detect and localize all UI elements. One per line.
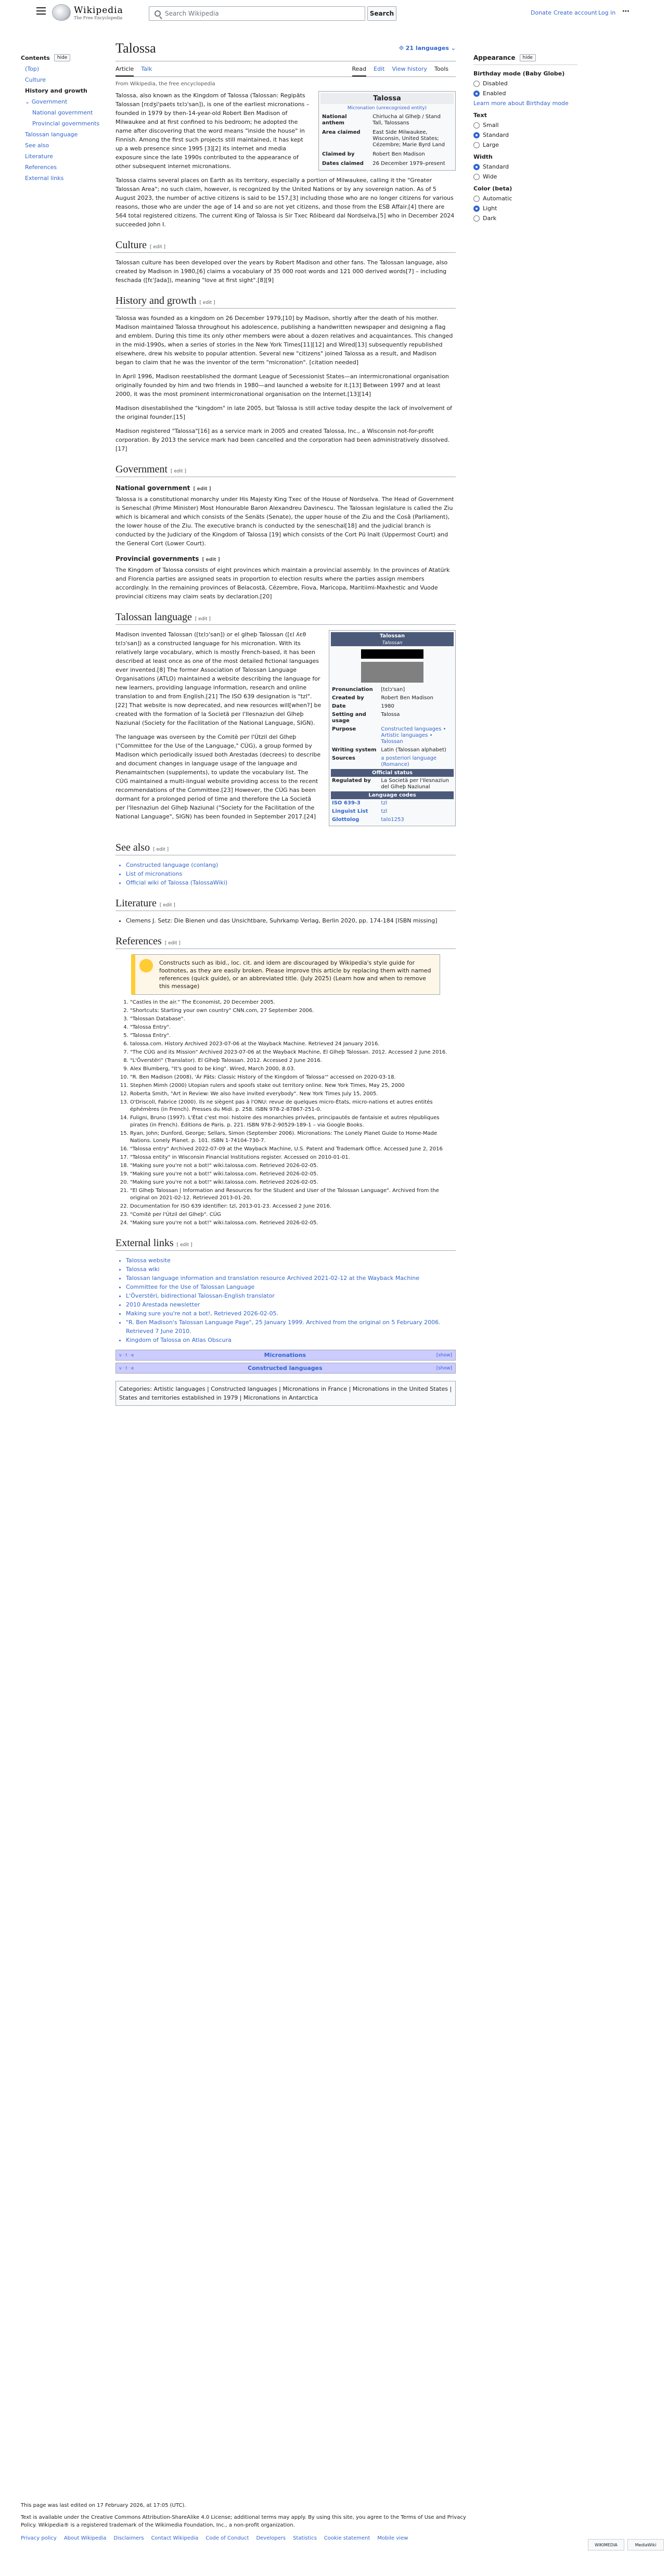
references-list (130, 999, 456, 1227)
tab-article[interactable]: Article (115, 66, 134, 76)
article-main (115, 25, 456, 1406)
search-button[interactable]: Search (367, 6, 396, 21)
appearance-option[interactable] (473, 90, 577, 97)
talossan-emblem-image[interactable] (361, 662, 423, 683)
navbox-show-button[interactable]: [show] (436, 1365, 452, 1371)
infobox-value: La Societä per l'Ilesnaziun del Glheþ Naziunal (381, 778, 449, 790)
log-in-link[interactable]: Log in (598, 9, 616, 16)
wikipedia-wordmark[interactable]: Wikipedia (74, 5, 123, 16)
edit-section-link[interactable]: [ edit ] (176, 1242, 192, 1248)
reference-item[interactable]: 19. "Making sure you're not a bot!" wiki.talossa.com. Retrieved 2026-02-05. (130, 1171, 456, 1178)
create-account-link[interactable]: Create account (554, 9, 597, 16)
toc-item-top[interactable]: (Top) (25, 66, 40, 72)
reference-item[interactable]: 11. Stephen Mimh (2000) Utopian rulers and spoofs stake out territory online. New York Times, May 25, 2000 (130, 1082, 456, 1090)
appearance-group-title: Text (473, 112, 487, 119)
footer-link[interactable]: Cookie statement (324, 2535, 370, 2541)
external-link[interactable]: • 2010 Arestada newsletter (126, 1300, 456, 1309)
toc-item-culture[interactable]: Culture (25, 76, 46, 83)
language-paragraph: Madison invented Talossan ([tɛlɔ'san]) or el glheþ Talossan ([ɛl ʎɛθ tɛlɔ'san]) as a constructed language for his micronation. With its relatively large vocabulary, which is mostly French-based, it has been described at least once as one of the most detailed fictional languages ever invented.[8] The former Association of Talossan Language Organisations (ATLO) maintained a website describing the language for new learners, providing language information, research and online translation to and from English.[21] The ISO 639 designation is "tzl".[22] That website is now deprecated, and new resources will[when?] be created with the formation of la Societä per l'Ilesnaziun del Glheþ Naziunal (Society for the Facilitation of the National Language, SIGN). (115, 631, 322, 726)
infobox-key: Area claimed (322, 130, 361, 135)
section-heading-history: History and growth [ edit ] (115, 295, 456, 309)
see-also-link[interactable]: • List of micronations (126, 869, 456, 878)
radio-button-icon[interactable] (473, 81, 480, 87)
history-paragraph: In April 1996, Madison reestablished the dormant League of Secessionist States—an intermicronational organisation originally founded by him and two friends in 1980—and launched a website for it.[13] Between 1997 and at least 2000, it was the most prominent intermicronational organisation on the Internet.[13][14] (115, 373, 449, 398)
reference-item[interactable]: 21. "El Glheþ Talossan | Information and Resources for the Student and User of the Talossan Language". Archived from the original on 2021-02-12. Retrieved 2013-01-20. (130, 1187, 456, 1202)
main-menu-icon[interactable] (36, 7, 46, 15)
infobox-value: [tɛlɔ'san] (381, 687, 405, 693)
history-paragraph: Talossa was founded as a kingdom on 26 December 1979,[10] by Madison, shortly after the death of his mother. Madison maintained Talossa throughout his adolescence, publishing a handwritten newspaper and designing a flag and emblem. During this time its only other members were about a dozen relatives and acquaintances. This changed in the mid-1990s, when a series of stories in the New York Times[11][12] and Wired[13] subsequently republished elsewhere, drew his website to popular attention. Several new "citizens" joined Talossa as a result, and Madison began to claim that he was the inventor of the term "micronation". [citation needed] (115, 315, 453, 366)
broom-icon (139, 959, 153, 972)
history-paragraph: Madison registered "Talossa"[16] as a service mark in 2005 and created Talossa, Inc., a Wisconsin not-for-profit corporation. By 2013 the service mark had been cancelled and the corporation had been administratively dissolved.[17] (115, 428, 450, 452)
infobox-key: Setting and usage (332, 712, 366, 724)
appearance-option[interactable] (473, 173, 577, 180)
external-link[interactable]: • "R. Ben Madison's Talossan Language Page", 25 January 1999. Archived from the original on 5 February 2006. Retrieved 7 June 2010. (126, 1318, 456, 1336)
toc-item-government[interactable]: ⌄ Government (25, 98, 68, 105)
infobox-value: 1980 (381, 703, 394, 709)
section-heading-government: Government [ edit ] (115, 464, 456, 477)
edit-section-link[interactable]: [ edit ] (170, 469, 187, 474)
navbox-micronations (115, 1350, 456, 1361)
reference-item[interactable]: 3. "Talossan Database". (130, 1016, 456, 1023)
edit-section-link[interactable]: [ edit ] (202, 557, 220, 562)
external-link[interactable]: • Kingdom of Talossa on Atlas Obscura (126, 1336, 456, 1344)
micronation-infobox (318, 91, 456, 171)
external-link[interactable]: • L'Överstëri, bidirectional Talossan-English translator (126, 1291, 456, 1300)
toc-item-external-links[interactable]: External links (25, 175, 64, 182)
reference-item[interactable]: 7. "The CÚG and its Mission" Archived 2023-07-06 at the Wayback Machine, El Glheþ Talossan. 2012. Accessed 2 June 2016. (130, 1049, 456, 1056)
appearance-option[interactable] (473, 132, 577, 138)
official-status-header: Official status (331, 769, 454, 777)
language-codes-header: Language codes (331, 791, 454, 799)
natgov-paragraph: Talossa is a constitutional monarchy under His Majesty King Txec of the House of Nordselva. The Head of Government is Seneschal (Prime Minister) Most Honourable Baron Alexandreu Davinescu. The Talossan legislature is called the Ziu which is bicameral and which consists of the Senäts (Senate), the upper house of the Ziu and the Cosâ (Parliament), the lower house of the Ziu. The executive branch is conducted by the seneschal[18] and the judicial branch is conducted by the Judiciary of the Kingdom of Talossa [19] which consists of the Cort Pü Inalt (Uppermost Court) and the General Cort (Lower Court). (115, 496, 454, 547)
section-heading-see-also: See also [ edit ] (115, 842, 456, 855)
footer-link[interactable]: Code of Conduct (205, 2535, 249, 2541)
external-link[interactable]: • Talossa wiki (126, 1265, 456, 1274)
learn-more-link[interactable]: Learn more about Birthday mode (473, 100, 569, 107)
option-label: Standard (483, 163, 509, 170)
style-notice (131, 954, 440, 995)
tab-view-history[interactable]: View history (392, 66, 427, 72)
navbox-title[interactable]: Constructed languages (248, 1365, 323, 1372)
infobox-value: 26 December 1979–present (372, 161, 445, 166)
subsection-heading-provincial: Provincial governments [ edit ] (115, 555, 220, 562)
infobox-key: Regulated by (332, 778, 371, 784)
infobox-value: East Side Milwaukee, Wisconsin, United States; Cézembre; Marie Byrd Land (372, 130, 445, 148)
history-paragraph: Madison disestablished the "kingdom" in late 2005, but Talossa is still active today despite the lack of involvement of the original founder.[15] (115, 405, 452, 420)
wikipedia-tagline: The Free Encyclopedia (74, 16, 123, 20)
infobox-key: Claimed by (322, 151, 355, 157)
external-link[interactable]: • Talossa website (126, 1256, 456, 1265)
culture-paragraph: Talossan culture has been developed over the years by Robert Madison and other fans. The Talossan language, also created by Madison in 1980,[6] claims a vocabulary of 35 000 root words and 121 000 derived words[7] – including feschada ([fɛ'ʃada]), meaning "love at first sight".[8][9] (115, 259, 448, 284)
option-label: Enabled (483, 90, 506, 97)
language-infobox (329, 630, 456, 826)
radio-button-icon[interactable] (473, 132, 480, 138)
edit-section-link[interactable]: [ edit ] (159, 903, 175, 908)
radio-button-icon[interactable] (473, 215, 480, 222)
external-links-list (126, 1256, 456, 1344)
infobox-value[interactable]: talo1253 (381, 817, 404, 823)
appearance-option[interactable] (473, 80, 577, 87)
appearance-group-title: Width (473, 153, 493, 160)
reference-item[interactable]: 5. "Talossa Entry". (130, 1032, 456, 1040)
external-link[interactable]: • Making sure you're not a bot!, Retrieved 2026-02-05. (126, 1309, 456, 1318)
appearance-option[interactable] (473, 195, 577, 202)
infobox-value[interactable]: Constructed languages • Artistic languages • Talossan (381, 726, 446, 745)
infobox-key[interactable]: ISO 639-3 (332, 800, 361, 806)
intro-paragraph: Talossa claims several places on Earth as its territory, especially a portion of Milwaukee, calling it the "Greater Talossan Area"; no such claim, however, is recognized by the United Nations or by any sovereign nation. As of 5 August 2023, the number of active citizens is said to be 157,[3] including those who are no longer citizens for various reasons, those who are under the age of 14 and so are not yet citizens, and those from the ESB Affair.[4] there are 564 total registered citizens. The current King of Talossa is Sir Txec Röibeard dal Nordselva,[5] who in December 2024 succeeded John I. (115, 177, 455, 228)
infobox-key: Sources (332, 755, 355, 761)
search-placeholder: Search Wikipedia (165, 10, 219, 17)
search-input[interactable] (149, 6, 365, 21)
from-wikipedia: From Wikipedia, the free encyclopedia (115, 81, 215, 87)
footer-links (21, 2534, 479, 2542)
radio-button-icon[interactable] (473, 206, 480, 212)
reference-item[interactable]: 4. "Talossa Entry". (130, 1024, 456, 1031)
table-of-contents (21, 54, 114, 186)
navbox-title[interactable]: Micronations (264, 1352, 306, 1359)
edit-section-link[interactable]: [ edit ] (164, 941, 181, 946)
license-text: Text is available under the Creative Commons Attribution-ShareAlike 4.0 License; additional terms may apply. By using this site, you agree to the Terms of Use and Privacy Policy. Wikipedia® is a registered trademark of the Wikimedia Foundation, Inc., a non-profit organization. (21, 2515, 466, 2528)
subsection-heading-national: National government [ edit ] (115, 484, 211, 492)
toc-item-language[interactable]: Talossan language (25, 131, 78, 138)
reference-item[interactable]: 20. "Making sure you're not a bot!" wiki.talossa.com. Retrieved 2026-02-05. (130, 1179, 456, 1186)
external-link[interactable]: • Talossan language information and translation resource Archived 2021-02-12 at the Wayback Machine (126, 1274, 456, 1283)
infobox-caption[interactable]: Micronation (unrecognized entity) (347, 106, 427, 111)
edit-section-link[interactable]: [ edit ] (199, 300, 215, 305)
section-heading-external-links: External links [ edit ] (115, 1237, 456, 1251)
infobox-key[interactable]: Glottolog (332, 817, 359, 823)
infobox-value: Robert Ben Madison (381, 695, 433, 701)
external-link[interactable]: • Committee for the Use of Talossan Language (126, 1283, 456, 1291)
infobox-key: Date (332, 703, 346, 709)
appearance-option[interactable] (473, 205, 577, 212)
literature-item: • Clemens J. Setz: Die Bienen und das Unsichtbare, Suhrkamp Verlag, Berlin 2020, pp. 174-184 [ISBN missing] (126, 916, 456, 925)
languages-button[interactable]: ⟐ 21 languages ⌄ (399, 45, 456, 52)
appearance-option[interactable] (473, 215, 577, 222)
last-edited: This page was last edited on 17 February 2026, at 17:05 (UTC). (21, 2503, 186, 2508)
reference-item[interactable]: 16. "Talossa entry" Archived 2022-07-09 at the Wayback Machine, U.S. Patent and Trademark Office. Accessed June 2, 2016 (130, 1146, 456, 1153)
infobox-key: National anthem (322, 114, 347, 126)
toc-item-references[interactable]: References (25, 164, 57, 171)
radio-button-icon[interactable] (473, 164, 480, 170)
footer-link[interactable]: Mobile view (377, 2535, 408, 2541)
edit-section-link[interactable]: [ edit ] (150, 245, 166, 250)
wikipedia-globe-logo[interactable] (52, 4, 71, 21)
language-infobox-subtitle: Talossan (331, 640, 454, 646)
reference-item[interactable]: 9. Alex Blumberg, "It's good to be king". Wired, March 2000, 8.03. (130, 1066, 456, 1073)
toc-item-national-government[interactable]: National government (32, 109, 93, 116)
radio-button-icon[interactable] (473, 142, 480, 148)
appearance-option[interactable] (473, 122, 577, 129)
option-label: Disabled (483, 80, 508, 87)
reference-item[interactable]: 10. "R. Ben Madison (2008), 'Ár Päts: Classic History of the Kingdom of Talossa'" accessed on 2020-03-18. (130, 1074, 456, 1081)
toc-item-literature[interactable]: Literature (25, 153, 53, 160)
option-label: Light (483, 205, 497, 212)
option-label: Automatic (483, 195, 512, 202)
categories-box[interactable]: Categories: Artistic languages | Constructed languages | Micronations in France | Micronations in the United States | States and territories established in 1979 | Micronations in Antarctica (115, 1381, 456, 1406)
reference-item[interactable]: 12. Roberta Smith, "Art in Review: We also have invited everybody". New York Times July 15, 2005. (130, 1091, 456, 1098)
infobox-value[interactable]: a posteriori language (Romance) (381, 755, 437, 767)
reference-item[interactable]: 17. "Talossa entity" in Wisconsin Financial Institutions register. Accessed on 2010-01-01. (130, 1154, 456, 1161)
toc-item-see-also[interactable]: See also (25, 142, 49, 149)
navbox-conlangs (115, 1363, 456, 1374)
footer-link[interactable]: Developers (256, 2535, 286, 2541)
option-label: Wide (483, 173, 497, 180)
infobox-value: Robert Ben Madison (372, 151, 425, 157)
navbox-show-button[interactable]: [show] (436, 1352, 452, 1358)
section-heading-references: References [ edit ] (115, 935, 456, 949)
reference-item[interactable]: 23. "Comitè per l'Útzil del Glheþ". CÚG (130, 1211, 456, 1219)
infobox-value: Talossa (381, 712, 400, 717)
edit-section-link[interactable]: [ edit ] (195, 617, 211, 622)
infobox-key: Created by (332, 695, 364, 701)
donate-link[interactable]: Donate (531, 9, 551, 16)
toc-hide-button[interactable]: hide (54, 54, 70, 61)
mediawiki-logo[interactable]: MediaWiki (627, 2539, 664, 2551)
appearance-group-title: Birthday mode (Baby Globe) (473, 70, 565, 77)
talossan-flag-image[interactable] (361, 649, 423, 659)
footer-link[interactable]: Statistics (293, 2535, 317, 2541)
edit-section-link[interactable]: [ edit ] (193, 486, 211, 492)
reference-item[interactable]: 15. Ryan, John; Dunford, George; Sellars, Simon (September 2006). Micronations: The Lonely Planet Guide to Home-Made Nations. Lonely Planet. p. 101. ISBN 1-74104-730-7. (130, 1130, 456, 1145)
reference-item[interactable]: 18. "Making sure you're not a bot!" wiki.talossa.com. Retrieved 2026-02-05. (130, 1162, 456, 1170)
radio-button-icon[interactable] (473, 91, 480, 97)
navbox-vte[interactable]: v · t · e (119, 1353, 134, 1357)
infobox-value[interactable]: tzl (381, 809, 388, 814)
reference-item[interactable]: 24. "Making sure you're not a bot!" wiki.talossa.com. Retrieved 2026-02-05. (130, 1220, 456, 1227)
reference-item[interactable]: 8. "L'Överstëri" (Translator). El Glheþ Talossan. 2012. Accessed 2 June 2016. (130, 1057, 456, 1065)
site-header (0, 0, 668, 25)
option-label: Dark (483, 215, 497, 222)
tab-talk[interactable]: Talk (141, 66, 152, 72)
page-tabs (115, 61, 456, 77)
reference-item[interactable]: 2. "Shortcuts: Starting your own country" CNN.com, 27 September 2006. (130, 1007, 456, 1015)
toc-item-history[interactable]: History and growth (25, 87, 87, 94)
footer-link[interactable]: About Wikipedia (63, 2535, 107, 2541)
infobox-key: Purpose (332, 726, 356, 732)
chevron-down-icon[interactable]: ⌄ (25, 98, 32, 105)
footer-link[interactable]: Contact Wikipedia (151, 2535, 199, 2541)
reference-item[interactable]: 1. "Castles in the air." The Economist, 20 December 2005. (130, 999, 456, 1006)
notice-text: Constructs such as ibid., loc. cit. and idem are discouraged by Wikipedia's style guide for footnotes, as they are easily broken. Please improve this article by replacing them with named references (quick guide), or an abbreviated title. (July 2025) (Learn how and when to remove this message) (159, 959, 431, 990)
radio-button-icon[interactable] (473, 122, 480, 129)
footer-link[interactable]: Privacy policy (21, 2535, 57, 2541)
see-also-link[interactable]: • Official wiki of Talossa (TalossaWiki) (126, 878, 456, 887)
section-heading-literature: Literature [ edit ] (115, 898, 456, 911)
reference-item[interactable]: 14. Fuligni, Bruno (1997). L'État c'est moi: histoire des monarchies privées, principautés de fantaisie et autres républiques pirates (in French). Éditions de Paris. p. 221. ISBN 978-2-90529-189-1 – via Google Books. (130, 1114, 456, 1129)
toc-item-provincial-governments[interactable]: Provincial governments (32, 120, 100, 127)
wikimedia-logo[interactable]: WIKIMEDIA (588, 2539, 624, 2551)
page-title: Talossa (115, 41, 156, 56)
toc-title: Contents (21, 54, 50, 61)
infobox-key[interactable]: Linguist List (332, 809, 368, 814)
infobox-key: Dates claimed (322, 161, 364, 166)
infobox-value: Chirlucha al Glheþ / Stand Tall, Talossans (372, 114, 441, 126)
more-options-icon[interactable]: ⋯ (622, 7, 630, 16)
search-icon (155, 10, 161, 17)
footer-link[interactable]: Disclaimers (113, 2535, 144, 2541)
infobox-key: Writing system (332, 747, 377, 753)
infobox-key: Pronunciation (332, 687, 373, 693)
appearance-panel (473, 54, 577, 225)
option-label: Large (483, 142, 499, 148)
appearance-group-title: Color (beta) (473, 185, 512, 192)
infobox-value: Latin (Talossan alphabet) (381, 747, 446, 753)
appearance-title: Appearance (473, 54, 516, 61)
infobox-value[interactable]: tzl (381, 800, 388, 806)
reference-item[interactable]: 6. talossa.com. History Archived 2023-07-06 at the Wayback Machine. Retrieved 24 January 2016. (130, 1041, 456, 1048)
radio-button-icon[interactable] (473, 196, 480, 202)
page-footer (21, 2502, 479, 2542)
section-heading-culture: Culture [ edit ] (115, 239, 456, 253)
navbox-vte[interactable]: v · t · e (119, 1366, 134, 1370)
option-label: Standard (483, 132, 509, 138)
tab-tools[interactable]: Tools (434, 66, 448, 72)
reference-item[interactable]: 13. O'Driscoll, Fabrice (2000). Ils ne siègent pas à l'ONU: revue de quelques micro-États, micro-nations et autres entités éphémères (in French). Presses du Midi. p. 258. ISBN 978-2-87867-251-0. (130, 1099, 456, 1113)
language-paragraph: The language was overseen by the Comitè per l'Útzil del Glheþ ("Committee for the Use of the Language," CÚG), a group formed by Madison which periodically issued both Arestadas (decrees) to describe and document changes in language usage of the language and Pienamaintschen (supplements), to update the vocabulary list. The CÚG maintained a multi-lingual website providing access to the recent recommendations of the Committee.[23] However, the CÚG has been dormant for a prolonged period of time and therefore the La Societä per l'Ilesnaziun del Glheþ Naziunal ("Society for the Facilitation of the National Language", SIGN) has been founded in September 2017.[24] (115, 734, 321, 820)
appearance-option[interactable] (473, 142, 577, 148)
reference-item[interactable]: 22. Documentation for ISO 639 identifier: tzl, 2013-01-23. Accessed 2 June 2016. (130, 1203, 456, 1210)
see-also-link[interactable]: • Constructed language (conlang) (126, 861, 456, 869)
radio-button-icon[interactable] (473, 174, 480, 180)
infobox-title: Talossa (320, 93, 454, 104)
provgov-paragraph: The Kingdom of Talossa consists of eight provinces which maintain a provincial assembly. In the provinces of Atatürk and Florencia parties are assigned seats in proportion to election results where the parties assign members accordingly. In the remaining provinces of Belacostă, Cézembre, Fiova, Maricopa, Maritiimi-Maxhestic and Vuode provincial citizens may claim seats by declaration.[20] (115, 567, 450, 600)
language-infobox-title: Talossan (331, 632, 454, 640)
tab-edit[interactable]: Edit (374, 66, 385, 72)
section-heading-language: Talossan language [ edit ] (115, 611, 456, 625)
edit-section-link[interactable]: [ edit ] (153, 847, 169, 852)
appearance-option[interactable] (473, 163, 577, 170)
option-label: Small (483, 122, 499, 129)
intro-paragraph: Talossa, also known as the Kingdom of Talossa (Talossan: Regipäts Talossan [rɛdʒi'paets tɛlɔ'san]), is one of the earliest micronations – founded in 1979 by then-14-year-old Robert Ben Madison of Milwaukee and at first confined to his bedroom; he adopted the name after discovering that the word means "inside the house" in Finnish. Among the first such projects still maintained, it has kept up a web presence since 1995 [3][2] its internet and media exposure since the late 1990s contributed to the appearance of other subsequent internet micronations. (115, 92, 310, 170)
appearance-hide-button[interactable]: hide (520, 54, 536, 61)
tab-read[interactable]: Read (352, 66, 367, 76)
